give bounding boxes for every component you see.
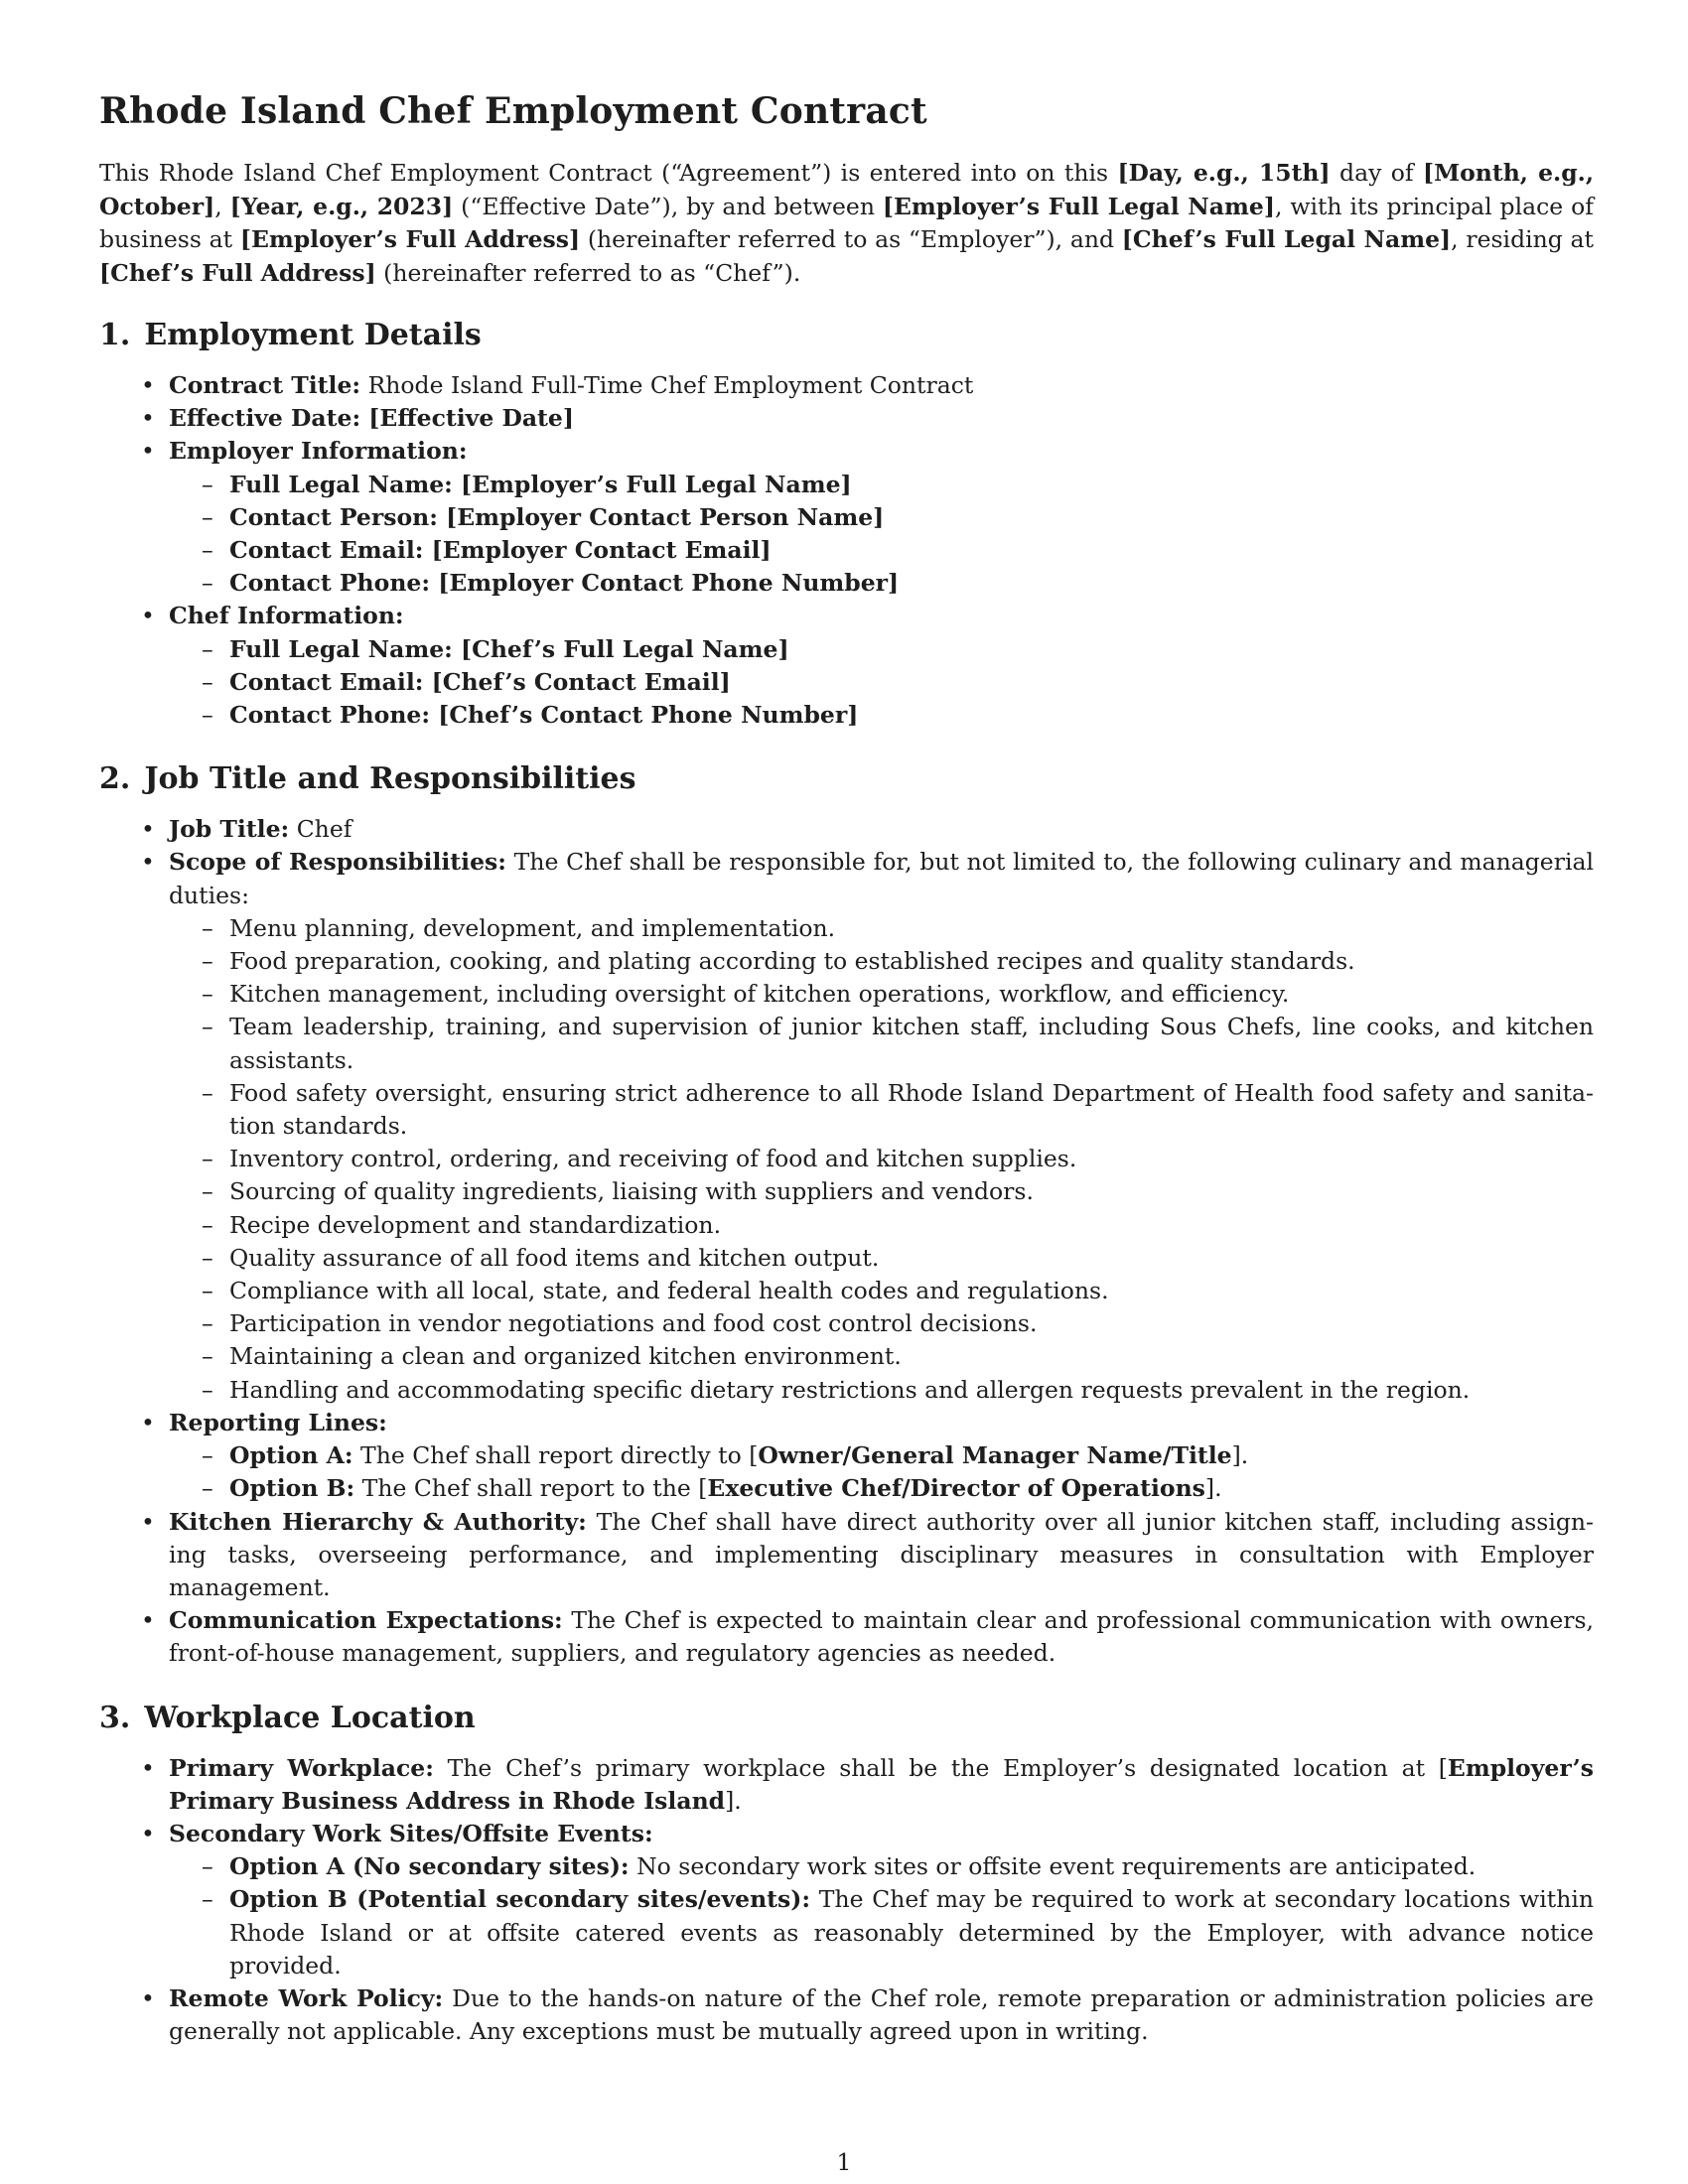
sub-list-item <box>229 945 1594 978</box>
sub-list-item <box>229 1850 1594 1883</box>
list-item <box>169 1407 1594 1506</box>
sub-list-item <box>229 1439 1594 1472</box>
item-label: Employer Information: <box>169 437 468 466</box>
sub-item-text: Kitchen management, including oversight of kitchen operations, workflow, and efficiency. <box>229 980 1290 1009</box>
sub-item-text: [Chef’s Contact Phone Number] <box>430 701 859 730</box>
sub-item-text: Owner/General Manager Name/Title <box>758 1441 1232 1470</box>
intro-text: [Day, e.g., 15th] <box>1117 159 1331 187</box>
sub-list <box>169 1850 1594 1982</box>
list-item <box>169 1506 1594 1605</box>
sub-item-label: Option A: <box>229 1441 353 1470</box>
document-page <box>99 87 1594 2076</box>
sub-list-item <box>229 912 1594 945</box>
item-text: Rhode Island Full-Time Chef Employment Contract <box>360 371 974 399</box>
sub-list-item <box>229 1175 1594 1208</box>
sub-item-text: [Employer Contact Person Name] <box>437 502 885 531</box>
item-text: Chef <box>289 815 352 844</box>
item-label: Contract Title: <box>169 371 361 399</box>
sub-item-text: ]. <box>1231 1441 1249 1470</box>
intro-paragraph <box>99 157 1594 290</box>
sub-item-label: Full Legal Name: <box>229 470 453 498</box>
sub-item-text: Food safety oversight, ensuring strict adherence to all Rhode Island Department of Health food safety and sanita-tion standards. <box>229 1078 1594 1141</box>
sub-list-item <box>229 1472 1594 1505</box>
item-text: The Chef’s primary workplace shall be the Employer’s designated location at [ <box>433 1753 1448 1782</box>
sub-list <box>169 1439 1594 1505</box>
sub-item-text: Recipe development and standardization. <box>229 1210 722 1239</box>
sub-list <box>169 912 1594 1407</box>
list-item <box>169 1818 1594 1982</box>
item-label: Scope of Responsibilities: <box>169 848 506 877</box>
intro-text: , residing at <box>1451 225 1594 253</box>
sub-list-item <box>229 1883 1594 1982</box>
sub-list <box>169 469 1594 601</box>
list-item <box>169 1982 1594 2048</box>
item-label: Kitchen Hierarchy & Authority: <box>169 1507 587 1536</box>
intro-text: day of <box>1330 159 1423 187</box>
sub-item-label: Option A (No secondary sites): <box>229 1852 630 1881</box>
item-label: Primary Workplace: <box>169 1753 434 1782</box>
sub-item-text: Compliance with all local, state, and federal health codes and regulations. <box>229 1277 1109 1305</box>
sub-item-text: [Chef’s Full Legal Name] <box>452 634 789 663</box>
bullet-list <box>99 1752 1594 2049</box>
section-title: Workplace Location <box>144 1700 476 1735</box>
sub-list-item <box>229 1340 1594 1373</box>
section-number: 2. <box>99 761 131 797</box>
sub-item-text: Food preparation, cooking, and plating according to established recipes and quality standards. <box>229 947 1355 976</box>
intro-text: , <box>214 192 230 220</box>
sub-item-text: Handling and accommodating specific dietary restrictions and allergen requests prevalent in the region. <box>229 1375 1471 1404</box>
list-item <box>169 369 1594 402</box>
sub-item-label: Contact Person: <box>229 502 438 531</box>
sub-item-text: [Chef’s Contact Email] <box>423 667 731 696</box>
sub-item-text: ]. <box>1204 1474 1222 1503</box>
item-label: Reporting Lines: <box>169 1408 387 1436</box>
item-text: Due to the hands-on nature of the Chef role, remote preparation or administration policies are generally not applicable. Any exceptions must be mutually agreed upon in writing. <box>169 1983 1594 2046</box>
sub-item-label: Contact Email: <box>229 667 424 696</box>
item-text: The Chef is expected to maintain clear and professional communication with owners, front-of-house management, suppliers, and regulatory agencies as needed. <box>169 1606 1594 1668</box>
item-text: [Effective Date] <box>360 404 574 433</box>
section-heading <box>99 1699 1594 1738</box>
list-item <box>169 402 1594 435</box>
intro-text: , with its principal place of business at <box>99 192 1594 253</box>
sub-item-label: Option B (Potential secondary sites/events): <box>229 1885 811 1914</box>
sub-list-item <box>229 699 1594 732</box>
intro-text: [Employer’s Full Address] <box>239 225 581 253</box>
item-text: The Chef shall be responsible for, but not limited to, the following culinary and managerial duties: <box>169 848 1594 909</box>
intro-text: [Employer’s Full Legal Name] <box>882 192 1275 220</box>
list-item <box>169 1752 1594 1818</box>
sub-item-text: Menu planning, development, and implementation. <box>229 913 836 942</box>
item-label: Communication Expectations: <box>169 1606 563 1635</box>
list-item <box>169 846 1594 1406</box>
sub-list-item <box>229 1209 1594 1242</box>
sub-list-item <box>229 633 1594 666</box>
bullet-list <box>99 813 1594 1670</box>
sub-item-label: Contact Phone: <box>229 569 431 598</box>
section-title: Job Title and Responsibilities <box>144 761 636 797</box>
sub-item-text: The Chef may be required to work at secondary locations within Rhode Island or at offsite catered events as reasonably determined by the Employer, with advance notice provided. <box>229 1885 1594 1979</box>
item-text: ]. <box>725 1786 742 1815</box>
sub-list-item <box>229 567 1594 600</box>
sub-list-item <box>229 469 1594 501</box>
sub-item-text: Team leadership, training, and supervision of junior kitchen staff, including Sous Chefs, line cooks, and kitchen assistants. <box>229 1013 1594 1074</box>
sub-item-text: Quality assurance of all food items and kitchen output. <box>229 1243 880 1272</box>
sub-item-label: Contact Phone: <box>229 701 431 730</box>
sub-list-item <box>229 1011 1594 1076</box>
intro-text: (“Effective Date”), by and between <box>453 192 883 220</box>
intro-text: [Chef’s Full Legal Name] <box>1121 225 1452 253</box>
intro-text: (hereinafter referred to as “Chef”). <box>375 258 801 287</box>
intro-text: [Year, e.g., 2023] <box>229 192 454 220</box>
item-label: Job Title: <box>169 815 290 844</box>
section-1 <box>99 316 1594 732</box>
section-2 <box>99 759 1594 1670</box>
sub-list-item <box>229 1275 1594 1307</box>
sections-container <box>99 316 1594 2048</box>
intro-text: (hereinafter referred to as “Employer”), and <box>580 225 1122 253</box>
intro-text: [Chef’s Full Address] <box>99 258 376 287</box>
sub-list-item <box>229 1242 1594 1275</box>
intro-text: This Rhode Island Chef Employment Contract (“Agreement”) is entered into on this <box>99 159 1118 187</box>
sub-list-item <box>229 978 1594 1011</box>
section-number: 3. <box>99 1700 131 1735</box>
list-item <box>169 1604 1594 1670</box>
item-label: Remote Work Policy: <box>169 1983 444 2012</box>
section-heading <box>99 759 1594 799</box>
section-heading <box>99 316 1594 355</box>
list-item <box>169 600 1594 732</box>
document-title: Rhode Island Chef Employment Contract <box>99 90 927 132</box>
sub-item-label: Contact Email: <box>229 536 424 565</box>
sub-list-item <box>229 666 1594 699</box>
sub-item-text: No secondary work sites or offsite event requirements are anticipated. <box>629 1852 1477 1881</box>
sub-list-item <box>229 534 1594 567</box>
sub-item-text: Maintaining a clean and organized kitchen environment. <box>229 1342 902 1371</box>
sub-item-text: The Chef shall report to the [ <box>354 1474 708 1503</box>
sub-list-item <box>229 1374 1594 1407</box>
sub-item-text: Inventory control, ordering, and receiving of food and kitchen supplies. <box>229 1145 1077 1173</box>
sub-item-label: Option B: <box>229 1474 355 1503</box>
sub-list <box>169 633 1594 733</box>
item-text: The Chef shall have direct authority over all junior kitchen staff, including assign-ing tasks, overseeing performance, and implementing disciplinary measures in consultation with Employer management. <box>169 1507 1595 1601</box>
sub-list-item <box>229 501 1594 534</box>
section-3 <box>99 1699 1594 2049</box>
sub-item-text: The Chef shall report directly to [ <box>352 1441 759 1470</box>
item-label: Secondary Work Sites/Offsite Events: <box>169 1819 653 1847</box>
item-text: Employer’s Primary Business Address in Rhode Island <box>169 1753 1594 1815</box>
sub-item-text: [Employer’s Full Legal Name] <box>452 470 852 498</box>
sub-item-text: Participation in vendor negotiations and food cost control decisions. <box>229 1309 1038 1338</box>
bullet-list <box>99 369 1594 732</box>
section-title: Employment Details <box>144 318 482 352</box>
sub-list-item <box>229 1077 1594 1143</box>
item-label: Effective Date: <box>169 404 361 433</box>
list-item <box>169 435 1594 600</box>
sub-item-text: [Employer Contact Phone Number] <box>430 569 900 598</box>
item-label: Chef Information: <box>169 602 404 630</box>
section-number: 1. <box>99 318 131 352</box>
sub-list-item <box>229 1143 1594 1175</box>
page-number: 1 <box>836 2148 852 2176</box>
sub-item-label: Full Legal Name: <box>229 634 453 663</box>
sub-list-item <box>229 1307 1594 1340</box>
sub-item-text: [Employer Contact Email] <box>423 536 772 565</box>
intro-text: [Month, e.g., October] <box>99 159 1595 220</box>
sub-item-text: Executive Chef/Director of Operations <box>707 1474 1205 1503</box>
sub-item-text: Sourcing of quality ingredients, liaising with suppliers and vendors. <box>229 1177 1034 1206</box>
list-item <box>169 813 1594 846</box>
